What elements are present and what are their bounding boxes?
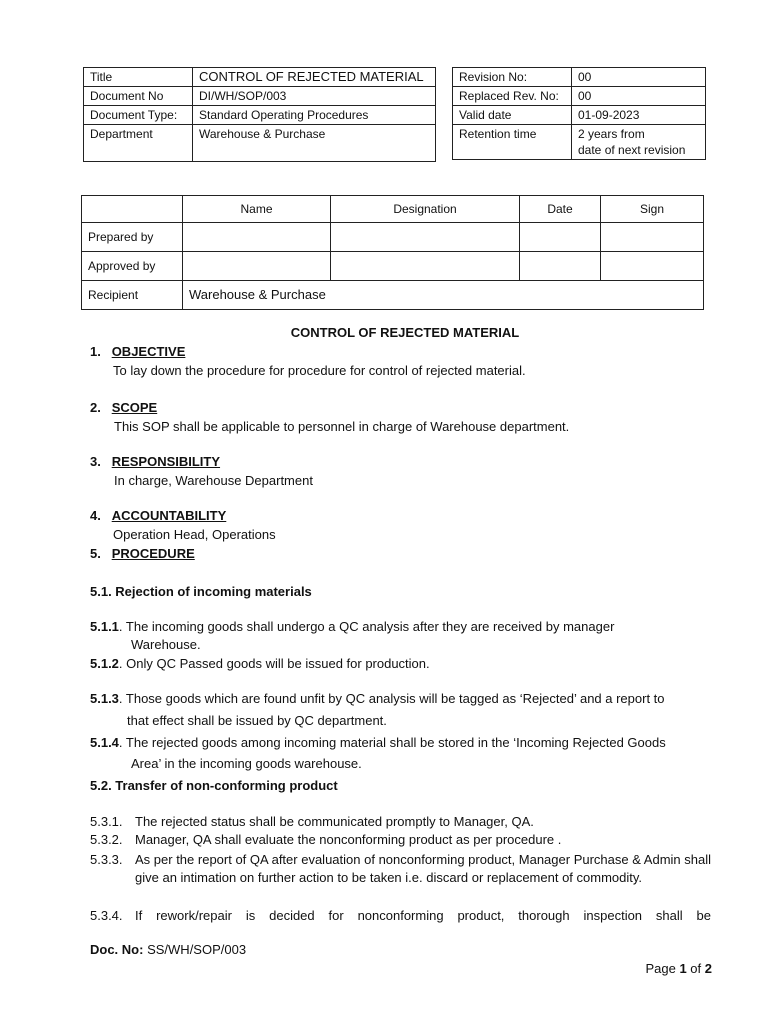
section-objective-heading [90, 343, 185, 361]
prepared-by-label: Prepared by [82, 223, 183, 252]
para-number: 5.1.1 [90, 619, 119, 634]
section-procedure-heading [90, 545, 195, 563]
para-5-3-2-text: Manager, QA shall evaluate the nonconforming product as per procedure . [135, 832, 562, 847]
document-type-value: Standard Operating Procedures [193, 106, 436, 125]
section-number: 5. [90, 546, 101, 561]
section-accountability-heading [90, 507, 226, 525]
approved-by-label: Approved by [82, 252, 183, 281]
header-info-table [83, 67, 436, 162]
subsection-5-2-heading: 5.2. Transfer of non-conforming product [90, 778, 338, 793]
page-current: 1 [679, 961, 687, 976]
date-column-header: Date [520, 196, 601, 223]
para-5-1-3 [90, 690, 665, 708]
para-number: 5.1.4 [90, 735, 119, 750]
retention-time-label: Retention time [453, 125, 572, 160]
department-value: Warehouse & Purchase [193, 125, 436, 162]
title-value: CONTROL OF REJECTED MATERIAL [193, 68, 436, 87]
section-number: 1. [90, 344, 101, 359]
table-row [84, 125, 436, 162]
para-text: . Those goods which are found unfit by QC analysis will be tagged as ‘Rejected’ and a report to [118, 691, 665, 706]
para-5-3-1-number: 5.3.1. [90, 814, 123, 829]
prepared-designation-cell [331, 223, 520, 252]
table-row [82, 252, 704, 281]
page-of: of [690, 961, 702, 976]
table-row [453, 87, 706, 106]
responsibility-text: In charge, Warehouse Department [114, 473, 313, 488]
section-scope-heading [90, 399, 157, 417]
para-5-1-3-cont: that effect shall be issued by QC department. [127, 713, 387, 728]
section-number: 2. [90, 400, 101, 415]
para-5-3-4-number: 5.3.4. [90, 908, 123, 923]
revision-no-value: 00 [572, 68, 706, 87]
approved-sign-cell [601, 252, 704, 281]
retention-time-value [572, 125, 706, 160]
para-5-3-3-text: As per the report of QA after evaluation of nonconforming product, Manager Purchase & Admin shall give an intimation on further action to be taken i.e. discard or replacement of commodity. [135, 852, 711, 885]
subsection-5-1-heading: 5.1. Rejection of incoming materials [90, 584, 312, 599]
signoff-table [81, 195, 704, 310]
para-5-1-1-cont: Warehouse. [131, 637, 201, 652]
document-title: CONTROL OF REJECTED MATERIAL [290, 325, 520, 340]
doc-no-label: Doc. No: [90, 942, 144, 957]
table-row [84, 68, 436, 87]
department-label: Department [84, 125, 193, 162]
table-row [453, 125, 706, 160]
approved-date-cell [520, 252, 601, 281]
section-title: ACCOUNTABILITY [111, 508, 227, 523]
footer-doc-no [90, 941, 246, 959]
prepared-date-cell [520, 223, 601, 252]
section-title: PROCEDURE [111, 546, 195, 561]
para-text: . The rejected goods among incoming material shall be stored in the ‘Incoming Rejected Goods [118, 735, 666, 750]
para-number: 5.1.2 [90, 656, 119, 671]
para-5-3-4-text: If rework/repair is decided for nonconforming product, thorough inspection shall be [135, 908, 711, 923]
title-label: Title [84, 68, 193, 87]
approved-name-cell [183, 252, 331, 281]
empty-header-cell [82, 196, 183, 223]
valid-date-label: Valid date [453, 106, 572, 125]
section-number: 4. [90, 508, 101, 523]
doc-no-value: SS/WH/SOP/003 [147, 942, 247, 957]
para-5-3-3-number: 5.3.3. [90, 852, 123, 867]
para-5-1-4 [90, 734, 666, 752]
valid-date-value: 01-09-2023 [572, 106, 706, 125]
document-no-label: Document No [84, 87, 193, 106]
retention-line-2: date of next revision [578, 143, 686, 157]
sign-column-header: Sign [601, 196, 704, 223]
para-5-3-2-number: 5.3.2. [90, 832, 123, 847]
accountability-text: Operation Head, Operations [113, 527, 276, 542]
approved-designation-cell [331, 252, 520, 281]
name-column-header: Name [183, 196, 331, 223]
revision-no-label: Revision No: [453, 68, 572, 87]
replaced-rev-label: Replaced Rev. No: [453, 87, 572, 106]
para-text: . The incoming goods shall undergo a QC analysis after they are received by manager [118, 619, 615, 634]
recipient-value: Warehouse & Purchase [183, 281, 704, 310]
section-number: 3. [90, 454, 101, 469]
section-responsibility-heading [90, 453, 220, 471]
page-word: Page [645, 961, 676, 976]
revision-info-table [452, 67, 706, 160]
para-5-1-4-cont: Area’ in the incoming goods warehouse. [131, 756, 362, 771]
objective-text: To lay down the procedure for procedure for control of rejected material. [113, 363, 526, 378]
designation-column-header: Designation [331, 196, 520, 223]
section-title: RESPONSIBILITY [111, 454, 221, 469]
para-5-1-2 [90, 655, 430, 673]
prepared-name-cell [183, 223, 331, 252]
table-row [453, 106, 706, 125]
page-total: 2 [704, 961, 712, 976]
table-row [453, 68, 706, 87]
para-5-3-1-text: The rejected status shall be communicated promptly to Manager, QA. [135, 814, 534, 829]
section-title: SCOPE [111, 400, 158, 415]
document-no-value: DI/WH/SOP/003 [193, 87, 436, 106]
retention-line-1: 2 years from [578, 127, 645, 141]
table-row [82, 281, 704, 310]
replaced-rev-value: 00 [572, 87, 706, 106]
table-row [82, 223, 704, 252]
scope-text: This SOP shall be applicable to personnel in charge of Warehouse department. [114, 419, 570, 434]
table-row [84, 87, 436, 106]
page-number [645, 960, 712, 978]
recipient-label: Recipient [82, 281, 183, 310]
section-title: OBJECTIVE [111, 344, 186, 359]
para-number: 5.1.3 [90, 691, 119, 706]
table-row [84, 106, 436, 125]
para-text: . Only QC Passed goods will be issued for production. [118, 656, 430, 671]
document-type-label: Document Type: [84, 106, 193, 125]
table-header-row [82, 196, 704, 223]
prepared-sign-cell [601, 223, 704, 252]
para-5-1-1 [90, 618, 614, 636]
